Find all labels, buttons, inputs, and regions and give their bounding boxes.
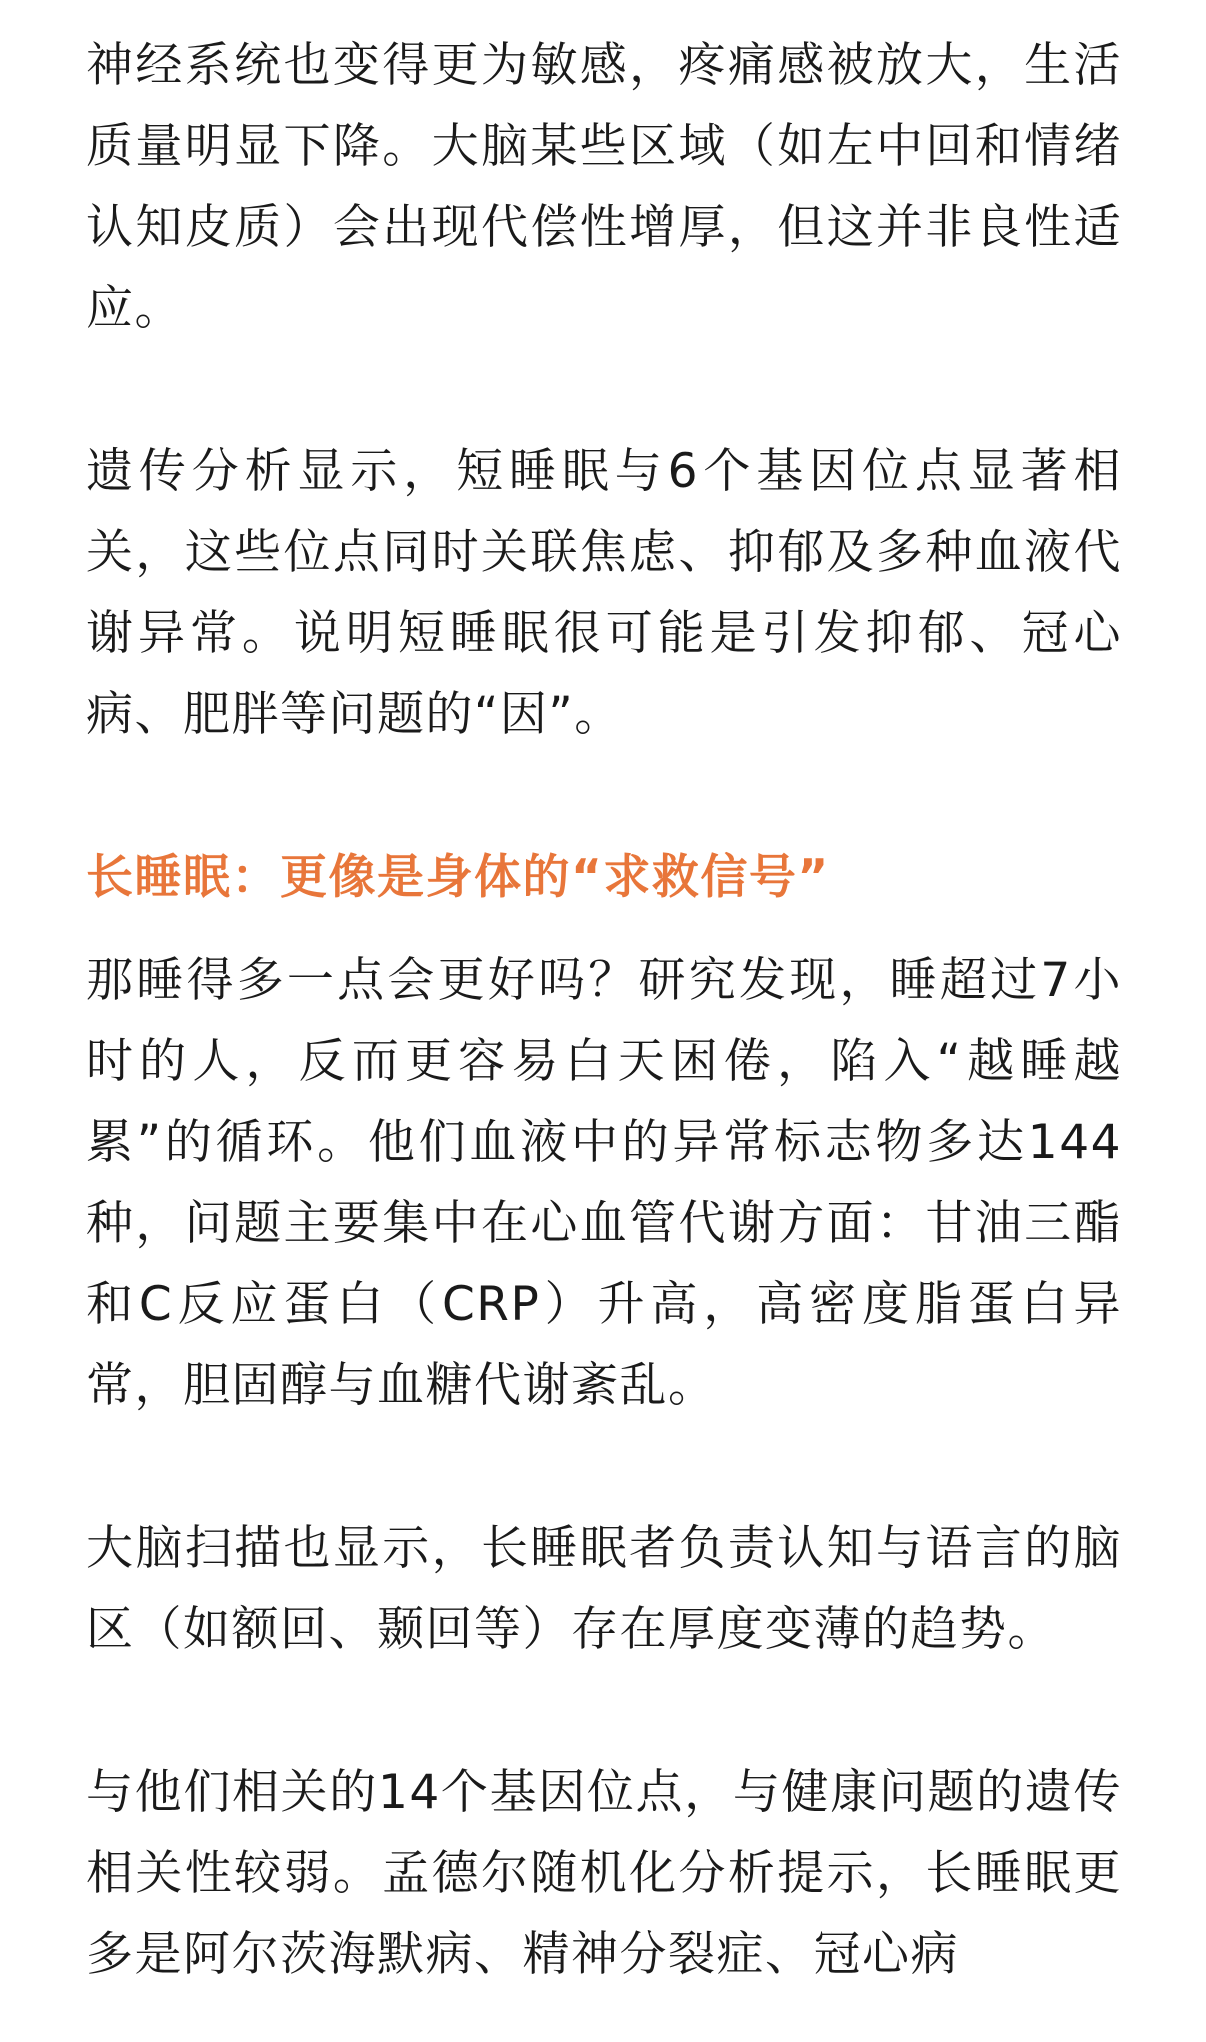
paragraph-genetic-analysis: 遗传分析显示，短睡眠与6个基因位点显著相关，这些位点同时关联焦虑、抑郁及多种血液代谢异常。说明短睡眠很可能是引发抑郁、冠心病、肥胖等问题的“因”。 [86, 444, 1122, 742]
article-body [86, 25, 1122, 1995]
section-heading-long-sleep: 长睡眠：更像是身体的“求救信号” [86, 850, 830, 905]
heading-spacer [86, 918, 1122, 940]
paragraph-spacer [86, 755, 1122, 837]
paragraph-spacer [86, 349, 1122, 431]
paragraph-brain-scan: 大脑扫描也显示，长睡眠者负责认知与语言的脑区（如额回、颞回等）存在厚度变薄的趋势。 [86, 1521, 1122, 1657]
paragraph-spacer [86, 1426, 1122, 1508]
paragraph-spacer [86, 1670, 1122, 1752]
paragraph-gene-loci: 与他们相关的14个基因位点，与健康问题的遗传相关性较弱。孟德尔随机化分析提示，长睡眠更多是阿尔茨海默病、精神分裂症、冠心病 [86, 1765, 1122, 1982]
paragraph-long-sleep-markers: 那睡得多一点会更好吗？研究发现，睡超过7小时的人，反而更容易白天困倦，陷入“越睡越累”的循环。他们血液中的异常标志物多达144种，问题主要集中在心血管代谢方面：甘油三酯和C反应蛋白（CRP）升高，高密度脂蛋白异常，胆固醇与血糖代谢紊乱。 [86, 953, 1122, 1413]
paragraph-nervous-system: 神经系统也变得更为敏感，疼痛感被放大，生活质量明显下降。大脑某些区域（如左中回和情绪认知皮质）会出现代偿性增厚，但这并非良性适应。 [86, 38, 1122, 336]
